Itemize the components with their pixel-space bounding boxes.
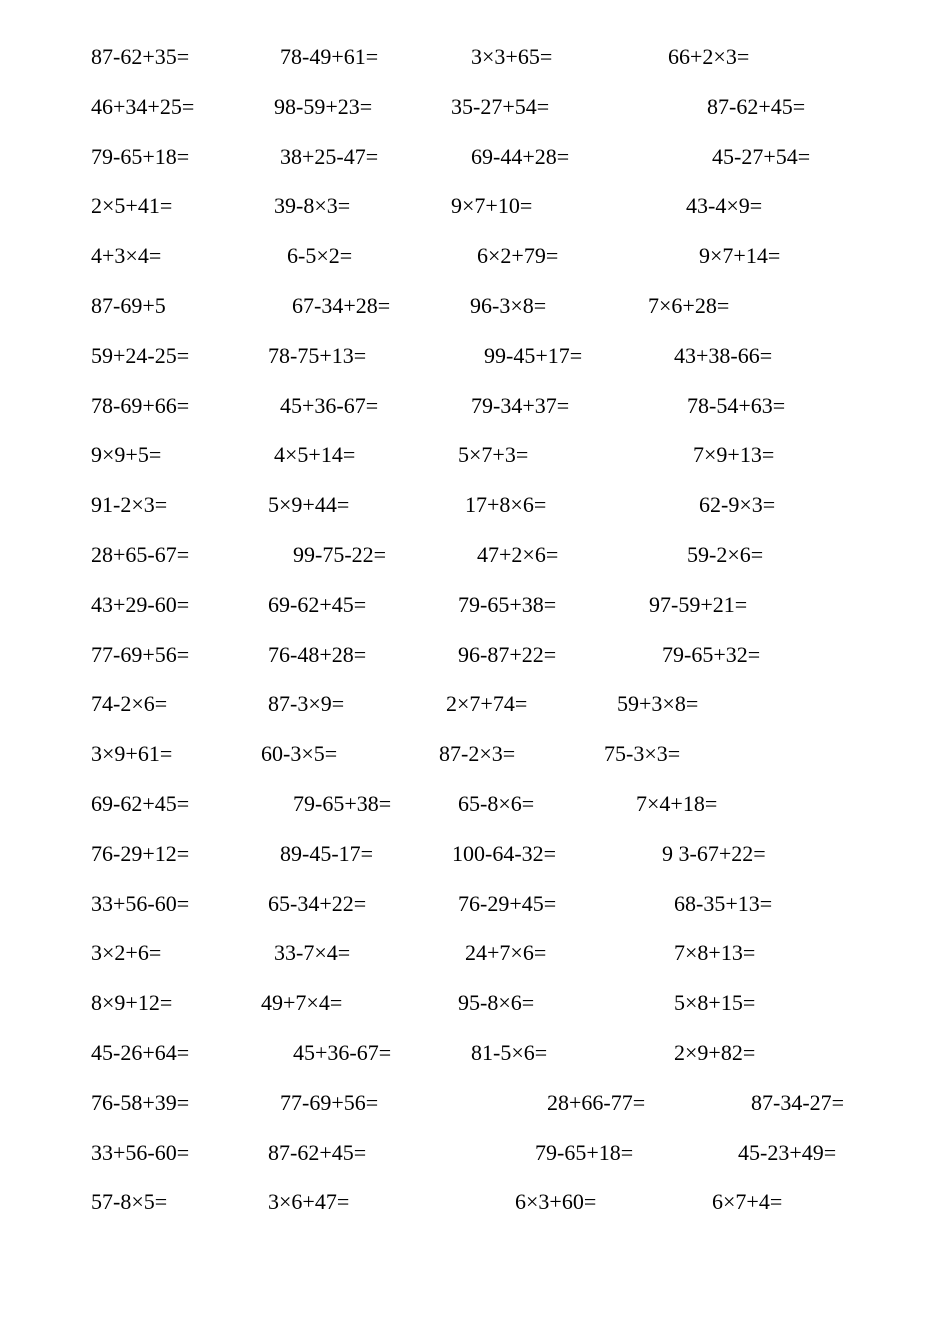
arithmetic-problem: 79-65+38=: [293, 791, 392, 816]
arithmetic-problem: 79-65+18=: [91, 143, 190, 169]
arithmetic-problem: 95-8×6=: [458, 990, 535, 1016]
arithmetic-problem: 91-2×3=: [91, 492, 168, 518]
arithmetic-problem: 3×6+47=: [268, 1189, 350, 1215]
arithmetic-problem: 6×2+79=: [477, 243, 559, 269]
arithmetic-problem: 8×9+12=: [91, 990, 173, 1016]
arithmetic-problem: 33+56-60=: [91, 890, 190, 916]
arithmetic-problem: 6×7+4=: [712, 1189, 783, 1215]
arithmetic-problem: 87-62+35=: [91, 44, 190, 69]
arithmetic-problem: 62-9×3=: [699, 492, 776, 518]
arithmetic-problem: 57-8×5=: [91, 1189, 168, 1215]
arithmetic-problem: 65-8×6=: [458, 791, 535, 816]
arithmetic-problem: 76-48+28=: [268, 641, 367, 667]
arithmetic-problem: 99-75-22=: [293, 542, 387, 567]
arithmetic-problem: 76-29+45=: [458, 890, 557, 916]
arithmetic-problem: 7×9+13=: [693, 442, 775, 468]
arithmetic-problem: 7×4+18=: [636, 791, 718, 816]
arithmetic-problem: 87-3×9=: [268, 691, 345, 717]
arithmetic-problem: 45-23+49=: [738, 1139, 837, 1165]
arithmetic-problem: 43+29-60=: [91, 591, 190, 617]
arithmetic-problem: 65-34+22=: [268, 890, 367, 916]
arithmetic-problem: 74-2×6=: [91, 691, 168, 717]
arithmetic-problem: 9 3-67+22=: [662, 840, 766, 866]
arithmetic-problem: 3×9+61=: [91, 741, 173, 767]
arithmetic-problem: 100-64-32=: [452, 840, 557, 866]
arithmetic-problem: 87-69+5: [91, 293, 166, 318]
arithmetic-problem: 79-65+38=: [458, 591, 557, 617]
arithmetic-problem: 96-3×8=: [470, 293, 547, 318]
arithmetic-problem: 43+38-66=: [674, 342, 773, 368]
arithmetic-problem: 59+3×8=: [617, 691, 699, 717]
arithmetic-problem: 45-26+64=: [91, 1040, 190, 1065]
arithmetic-problem: 6-5×2=: [287, 243, 353, 269]
arithmetic-problem: 9×7+14=: [699, 243, 781, 269]
arithmetic-problem: 33-7×4=: [274, 940, 351, 966]
arithmetic-problem: 78-54+63=: [687, 392, 786, 418]
arithmetic-problem: 69-44+28=: [471, 143, 570, 169]
arithmetic-problem: 79-65+18=: [535, 1139, 634, 1165]
arithmetic-problem: 96-87+22=: [458, 641, 557, 667]
arithmetic-problem: 69-62+45=: [91, 791, 190, 816]
arithmetic-problem: 76-29+12=: [91, 840, 190, 866]
arithmetic-problem: 49+7×4=: [261, 990, 343, 1016]
arithmetic-problem: 28+66-77=: [547, 1089, 646, 1115]
arithmetic-problem: 66+2×3=: [668, 44, 750, 69]
arithmetic-problem: 67-34+28=: [292, 293, 391, 318]
arithmetic-problem: 99-45+17=: [484, 342, 583, 368]
arithmetic-problem: 78-49+61=: [280, 44, 379, 69]
arithmetic-problem: 17+8×6=: [465, 492, 547, 518]
arithmetic-problem: 3×2+6=: [91, 940, 162, 966]
arithmetic-problem: 59-2×6=: [687, 542, 764, 567]
arithmetic-problem: 60-3×5=: [261, 741, 338, 767]
arithmetic-problem: 43-4×9=: [686, 193, 763, 219]
arithmetic-problem: 28+65-67=: [91, 542, 190, 567]
arithmetic-problem: 59+24-25=: [91, 342, 190, 368]
arithmetic-problem: 9×9+5=: [91, 442, 162, 468]
arithmetic-problem: 2×5+41=: [91, 193, 173, 219]
arithmetic-problem: 4+3×4=: [91, 243, 162, 269]
arithmetic-problem: 35-27+54=: [451, 93, 550, 119]
arithmetic-problem: 2×7+74=: [446, 691, 528, 717]
arithmetic-problem: 39-8×3=: [274, 193, 351, 219]
arithmetic-problem: 81-5×6=: [471, 1040, 548, 1065]
arithmetic-problem: 77-69+56=: [280, 1089, 379, 1115]
arithmetic-problem: 4×5+14=: [274, 442, 356, 468]
arithmetic-problem: 3×3+65=: [471, 44, 553, 69]
arithmetic-problem: 79-65+32=: [662, 641, 761, 667]
arithmetic-problem: 68-35+13=: [674, 890, 773, 916]
arithmetic-problem: 69-62+45=: [268, 591, 367, 617]
arithmetic-problem: 45-27+54=: [712, 143, 811, 169]
arithmetic-problem: 76-58+39=: [91, 1089, 190, 1115]
arithmetic-problem: 75-3×3=: [604, 741, 681, 767]
arithmetic-problem: 98-59+23=: [274, 93, 373, 119]
arithmetic-problem: 77-69+56=: [91, 641, 190, 667]
arithmetic-problem: 38+25-47=: [280, 143, 379, 169]
arithmetic-problem: 5×7+3=: [458, 442, 529, 468]
arithmetic-problem: 87-2×3=: [439, 741, 516, 767]
arithmetic-problem: 7×8+13=: [674, 940, 756, 966]
arithmetic-problem: 46+34+25=: [91, 93, 195, 119]
arithmetic-problem: 5×8+15=: [674, 990, 756, 1016]
arithmetic-problem: 5×9+44=: [268, 492, 350, 518]
arithmetic-problem: 87-62+45=: [707, 93, 806, 119]
arithmetic-problem: 24+7×6=: [465, 940, 547, 966]
arithmetic-problem: 87-62+45=: [268, 1139, 367, 1165]
arithmetic-problem: 47+2×6=: [477, 542, 559, 567]
arithmetic-problem: 89-45-17=: [280, 840, 374, 866]
arithmetic-problem: 45+36-67=: [280, 392, 379, 418]
arithmetic-problem: 6×3+60=: [515, 1189, 597, 1215]
arithmetic-problem: 45+36-67=: [293, 1040, 392, 1065]
arithmetic-problem: 78-75+13=: [268, 342, 367, 368]
arithmetic-problem: 87-34-27=: [751, 1089, 845, 1115]
arithmetic-problem: 79-34+37=: [471, 392, 570, 418]
arithmetic-problem: 97-59+21=: [649, 591, 748, 617]
arithmetic-problem: 2×9+82=: [674, 1040, 756, 1065]
arithmetic-problem: 33+56-60=: [91, 1139, 190, 1165]
arithmetic-problem: 78-69+66=: [91, 392, 190, 418]
arithmetic-problem: 9×7+10=: [451, 193, 533, 219]
arithmetic-problem: 7×6+28=: [648, 293, 730, 318]
